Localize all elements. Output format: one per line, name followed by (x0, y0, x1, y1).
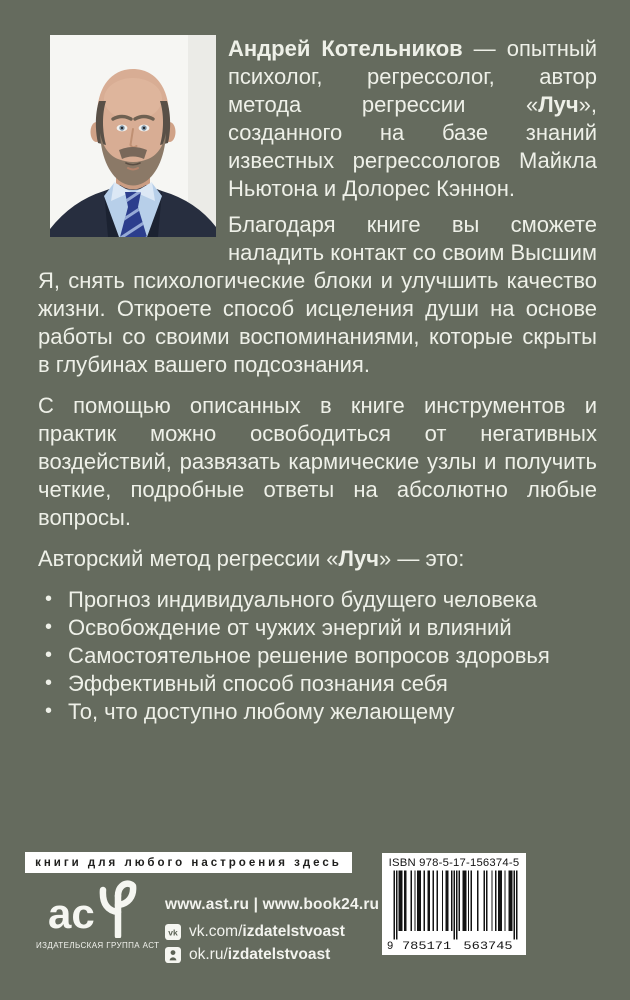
publisher-links (165, 896, 379, 969)
dash-separator: — (462, 36, 507, 61)
bullet-text: Эффективный способ познания себя (68, 671, 448, 696)
list-item (38, 698, 597, 726)
barcode-digits-left: 785171 (402, 940, 452, 952)
vk-icon (165, 924, 181, 940)
heading-text-1: Авторский метод регрессии « (38, 546, 339, 571)
ok-account: izdatelstvoast (227, 946, 331, 963)
ok-icon (165, 947, 181, 963)
vk-domain: vk.com/ (189, 923, 243, 940)
bullet-text: Освобождение от чужих энергий и влияний (68, 615, 512, 640)
list-item (38, 586, 597, 614)
cactus-icon (103, 884, 133, 936)
bullet-text: Самостоятельное решение вопросов здоровья (68, 643, 550, 668)
annotation-block (38, 35, 597, 726)
method-name: Луч (538, 92, 579, 117)
author-name: Андрей Котельников (228, 36, 463, 61)
barcode-digits-right: 563745 (463, 940, 513, 952)
isbn-text: ISBN 978-5-17-156374-5 (388, 857, 520, 869)
ast-logo (44, 874, 148, 938)
ok-domain: ok.ru/ (189, 946, 228, 963)
publisher-logo-block (36, 874, 160, 950)
method-benefits-list (38, 586, 597, 726)
barcode-digit-first: 9 (386, 940, 394, 952)
bullet-icon: • (45, 644, 53, 666)
author-photo (50, 35, 216, 237)
vk-url (189, 923, 345, 941)
ok-link-row (165, 946, 379, 964)
publisher-caption: ИЗДАТЕЛЬСКАЯ ГРУППА АСТ (36, 941, 160, 950)
vk-account: izdatelstvoast (242, 923, 345, 940)
list-item (38, 670, 597, 698)
isbn-barcode-block (382, 853, 526, 955)
ean13-barcode (385, 870, 523, 952)
svg-text:vk: vk (168, 927, 178, 938)
vk-link-row (165, 923, 379, 941)
author-description-2: », созданного на базе знаний известных регрессологов Майкла Ньютона и Долорес Кэннон. (228, 92, 597, 201)
bullet-text: То, что доступно любому желающему (68, 699, 455, 724)
annotation-paragraph-2: С помощью описанных в книге инструментов и практик можно освободиться от негативных воздействий, развязать кармические узлы и получить четкие, подробные ответы на абсолютно любые вопросы. (38, 393, 597, 530)
list-item (38, 614, 597, 642)
author-description-1: опытный психолог, регрессолог, автор метода регрессии « (228, 36, 597, 117)
bullet-text: Прогноз индивидуального будущего человека (68, 587, 538, 612)
annotation-paragraph-1: Благодаря книге вы сможете наладить контакт со своим Высшим Я, снять психологические блоки и улучшить качество жизни. Откроете способ исцеления души на основе работы со своими воспоминаниями, которые скрыты в глубинах вашего подсознания. (38, 212, 597, 377)
heading-method-name: Луч (338, 546, 379, 571)
bullet-icon: • (45, 700, 53, 722)
author-portrait-illustration (50, 35, 216, 237)
bullet-icon: • (45, 672, 53, 694)
method-list-heading (38, 545, 597, 573)
ok-url (189, 946, 330, 964)
heading-text-2: » — это: (379, 546, 465, 571)
bullet-icon: • (45, 616, 53, 638)
list-item (38, 642, 597, 670)
slogan-banner: книги для любого настроения здесь (25, 852, 352, 873)
websites-line: www.ast.ru | www.book24.ru (165, 896, 380, 913)
bullet-icon: • (45, 588, 53, 610)
ast-logo-letters: ас (48, 890, 95, 937)
